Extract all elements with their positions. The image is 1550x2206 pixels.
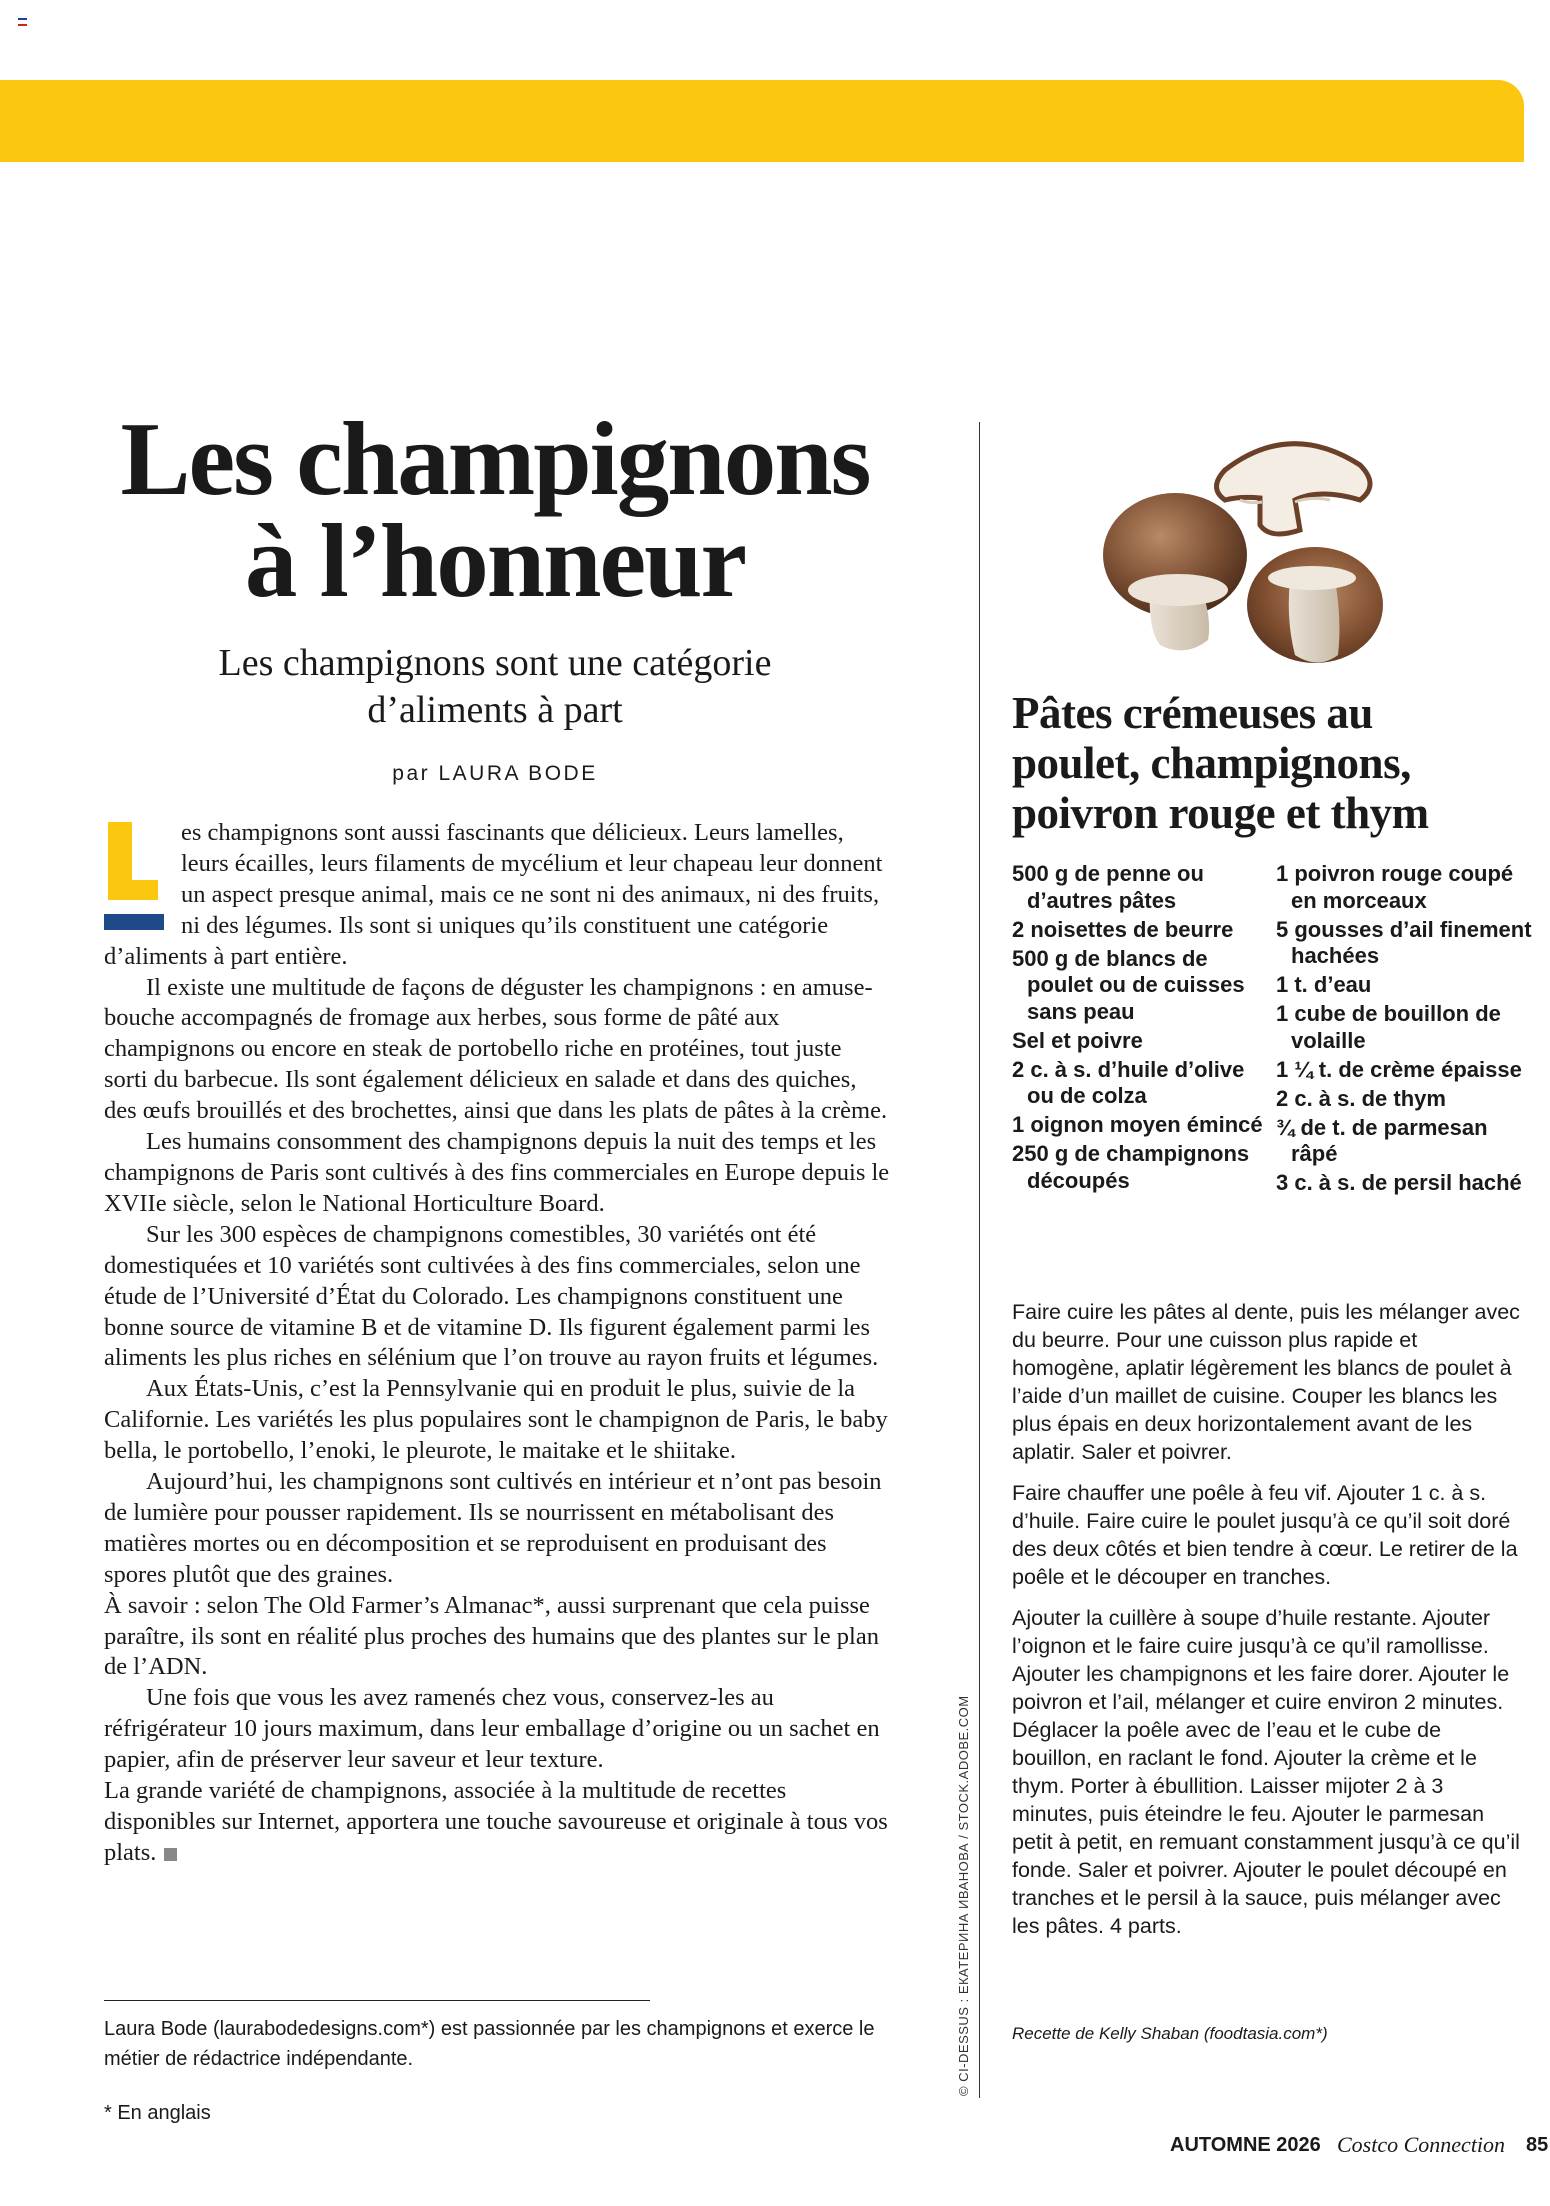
mushroom-right-stem	[1289, 580, 1340, 663]
article-deck	[95, 640, 895, 734]
deck-line-1: Les champignons sont une catégorie	[218, 642, 772, 684]
recipe-step-3: Ajouter la cuillère à soupe d’huile restante. Ajouter l’oignon et le faire cuire jusqu’à ce qu’il ramollisse. Ajouter les champignons et les faire dorer. Ajouter le poivron et l’ail, mélanger et cuire environ 2 minutes. Déglacer la poêle avec de l’eau et le cube de bouillon, en raclant le fond. Ajouter la crème et le thym. Porter à ébullition. Laisser mijoter 2 à 3 minutes, puis éteindre le feu. Ajouter le parmesan petit à petit, en remuant constamment jusqu’à ce qu’il fonde. Saler et poivrer. Ajouter le poulet découpé en tranches et le persil à la sauce, puis mélanger avec les pâtes. 4 parts.	[1012, 1606, 1520, 1938]
end-square-icon	[164, 1848, 177, 1861]
paragraph-3: Les humains consomment des champignons depuis la nuit des temps et les champignons de Paris sont cultivés à des fins commerciales en Europe depuis le XVIIe siècle, selon le National Horticulture Board.	[104, 1128, 890, 1217]
folio-season: AUTOMNE 2026	[1170, 2134, 1321, 2156]
paragraph-2: Il existe une multitude de façons de déguster les champignons : en amuse-bouche accompagnés de fromage aux herbes, sous forme de pâté aux champignons ou encore en steak de portobello riche en protéines, tout juste sorti du barbecue. Ils sont également délicieux en salade et dans des quiches, des œufs brouillés et des brochettes, ainsi que dans les plats de pâtes à la crème.	[104, 973, 888, 1125]
ingredient-item: 250 g de champignons découpés	[1012, 1141, 1250, 1193]
paragraph-1: es champignons sont aussi fascinants que délicieux. Leurs lamelles, leurs écailles, leurs filaments de mycélium et leur chapeau leur donnent un aspect presque animal, mais ce ne sont ni des animaux, ni des fruits, ni des légumes. Ils sont si uniques qu’ils constituent une catégorie d’aliments à part entière.	[104, 819, 883, 970]
header-band	[0, 80, 1524, 162]
paragraph-9-text: La grande variété de champignons, associée à la multitude de recettes disponibles sur Internet, apportera une touche savoureuse et originale à tous vos plats.	[104, 1777, 888, 1866]
ingredient-item: 500 g de blancs de poulet ou de cuisses sans peau	[1012, 945, 1245, 1024]
article-title	[95, 400, 895, 619]
recipe-steps	[1012, 1298, 1520, 1953]
recipe-step-1: Faire cuire les pâtes al dente, puis les mélanger avec du beurre. Pour une cuisson plus rapide et homogène, aplatir légèrement les blancs de poulet à l’aide d’un maillet de cuisine. Couper les blancs les plus épais en deux horizontalement avant de les aplatir. Saler et poivrer.	[1012, 1300, 1520, 1464]
paragraph-8: Une fois que vous les avez ramenés chez vous, conservez-les au réfrigérateur 10 jours maximum, dans leur emballage d’origine ou un sachet en papier, afin de préserver leur saveur et leur texture.	[104, 1684, 880, 1774]
recipe-title-line-3: poivron rouge et thym	[1012, 788, 1429, 838]
ingredient-item: ¾ de t. de parmesan râpé	[1276, 1114, 1488, 1166]
paragraph-4: Sur les 300 espèces de champignons comestibles, 30 variétés ont été domestiquées et 10 variétés sont cultivées à des fins commerciales, selon une étude de l’Université d’État du Colorado. Les champignons constituent une bonne source de vitamine B et de vitamine D. Ils figurent également parmi les aliments les plus riches en sélénium que l’on trouve au rayon fruits et légumes.	[104, 1220, 879, 1372]
title-line-1: Les champignons	[120, 400, 870, 517]
byline: par LAURA BODE	[392, 762, 598, 785]
ingredients-left	[1012, 861, 1268, 1197]
ingredient-item: 1 cube de bouillon de volaille	[1276, 1001, 1501, 1053]
deck-line-2: d’aliments à part	[367, 689, 623, 731]
ingredient-item: 1 ¼ t. de crème épaisse	[1276, 1056, 1522, 1082]
paragraph-7: À savoir : selon The Old Farmer’s Almanac*, aussi surprenant que cela puisse paraître, ils sont en réalité plus proches des humains que des plantes sur le plan de l’ADN.	[104, 1591, 879, 1681]
folio-magazine: Costco Connection	[1337, 2132, 1506, 2157]
ingredients-right	[1276, 861, 1536, 1199]
ingredient-item: 1 oignon moyen émincé	[1012, 1112, 1263, 1137]
ingredient-item: 2 c. à s. de thym	[1276, 1085, 1446, 1111]
recipe-title-line-2: poulet, champignons,	[1012, 738, 1411, 788]
paragraph-5: Aux États-Unis, c’est la Pennsylvanie qui en produit le plus, suivie de la Californie. Les variétés les plus populaires sont le champignon de Paris, le baby bella, le portobello, l’enoki, le pleurote, le maitake et le shiitake.	[104, 1375, 888, 1465]
recipe-step-2: Faire chauffer une poêle à feu vif. Ajouter 1 c. à s. d’huile. Faire cuire le poulet jusqu’à ce qu’il soit doré des deux côtés et bien tendre à cœur. Le retirer de la poêle et le découper en tranches.	[1012, 1481, 1518, 1589]
paragraph-6: Aujourd’hui, les champignons sont cultivés en intérieur et n’ont pas besoin de lumière pour pousser rapidement. Ils se nourrissent en métabolisant des matières mortes ou en décomposition et se reproduisent en produisant des spores plutôt que des graines.	[104, 1468, 882, 1588]
mushroom-slice	[1217, 444, 1371, 534]
title-line-2: à l’honneur	[244, 502, 746, 619]
recipe-credit: Recette de Kelly Shaban (foodtasia.com*)	[1012, 2024, 1328, 2043]
language-flag-icon	[18, 18, 27, 25]
footnote: * En anglais	[104, 2102, 211, 2124]
recipe-title	[1012, 688, 1522, 838]
ingredient-item: 1 t. d’eau	[1276, 972, 1372, 997]
page-number: 85	[1526, 2134, 1549, 2156]
dropcap-spacer	[104, 818, 181, 938]
ingredient-item: 1 poivron rouge coupé en morceaux	[1276, 861, 1514, 913]
ingredient-item: 2 noisettes de beurre	[1012, 916, 1234, 942]
ingredient-item: 5 gousses d’ail finement hachées	[1276, 916, 1532, 968]
recipe-title-line-1: Pâtes crémeuses au	[1012, 688, 1373, 738]
author-bio: Laura Bode (laurabodedesigns.com*) est passionnée par les champignons et exerce le métier de rédactrice indépendante.	[104, 2018, 875, 2070]
bio-divider	[104, 2000, 650, 2001]
article-body	[104, 818, 890, 1869]
paragraph-9	[104, 1776, 890, 1869]
ingredient-item: Sel et poivre	[1012, 1027, 1143, 1053]
mushrooms-photo	[1090, 430, 1400, 680]
ingredient-item: 500 g de penne ou d’autres pâtes	[1012, 861, 1204, 913]
ingredient-item: 2 c. à s. d’huile d’olive ou de colza	[1012, 1056, 1245, 1108]
photo-credit: © CI-DESSUS : ЕКАТЕРИНА ИВАНОВА / STOCK.ADOBE.COM	[956, 1695, 971, 2096]
column-divider	[979, 422, 980, 2098]
ingredient-item: 3 c. à s. de persil haché	[1276, 1170, 1522, 1195]
